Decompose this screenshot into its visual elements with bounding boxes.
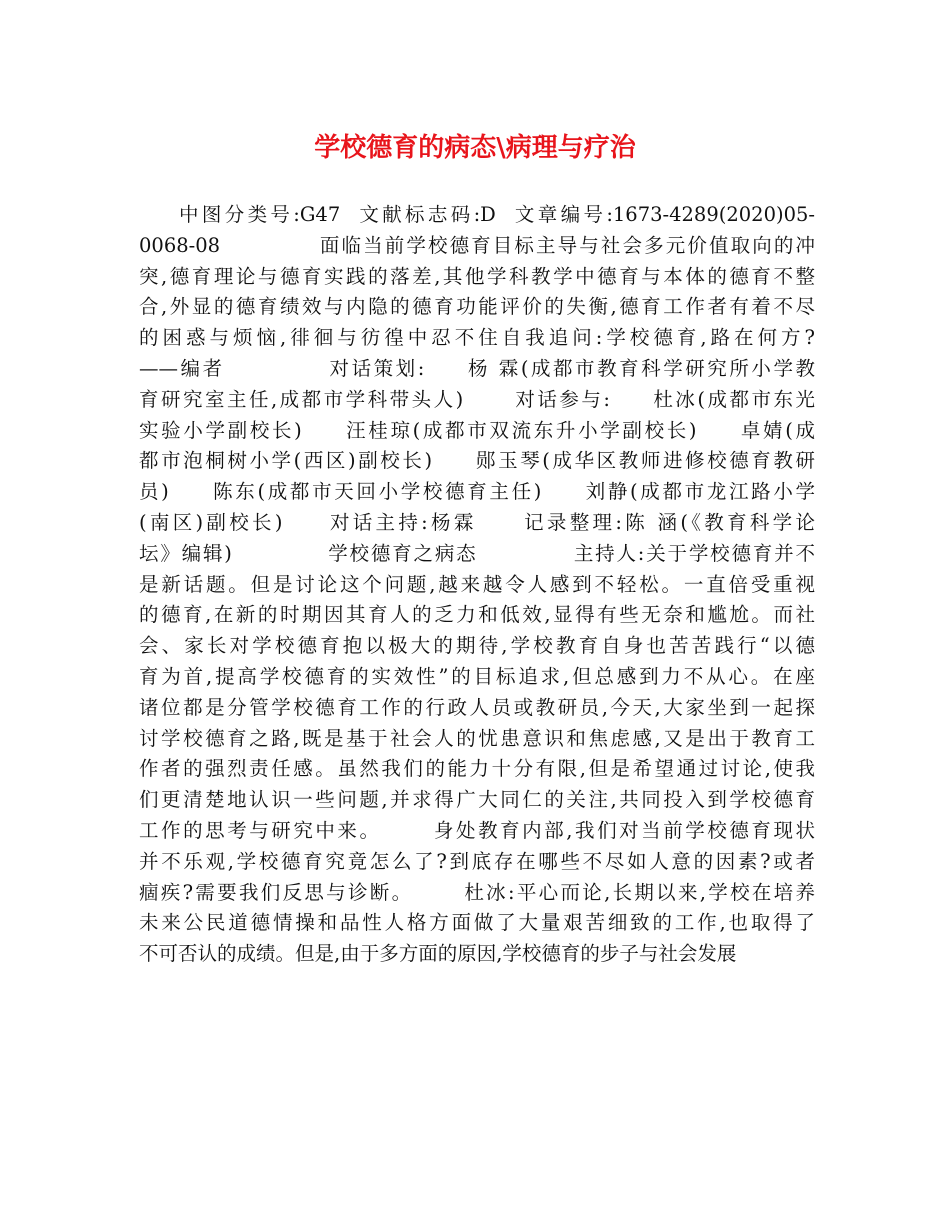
body-line: 育为首,提高学校德育的实效性”的目标追求,但总感到力不从心。在座 [139, 664, 815, 688]
body-line: 都市泡桐树小学(西区)副校长) 郧玉琴(成华区教师进修校德育教研 [139, 449, 815, 473]
body-line: 并不乐观,学校德育究竟怎么了?到底存在哪些不尽如人意的因素?或者 [139, 849, 815, 873]
body-line: 突,德育理论与德育实践的落差,其他学科教学中德育与本体的德育不整 [139, 264, 815, 288]
body-line: 员) 陈东(成都市天回小学校德育主任) 刘静(成都市龙江路小学 [139, 480, 815, 504]
body-line: 工作的思考与研究中来。 身处教育内部,我们对当前学校德育现状 [139, 818, 815, 842]
body-line: (南区)副校长) 对话主持:杨霖 记录整理:陈 涵(《教育科学论 [139, 510, 815, 534]
body-line: 们更清楚地认识一些问题,并求得广大同仁的关注,共同投入到学校德育 [139, 788, 815, 812]
body-line: 讨学校德育之路,既是基于社会人的忧患意识和焦虑感,又是出于教育工 [139, 726, 815, 750]
body-line: 诸位都是分管学校德育工作的行政人员或教研员,今天,大家坐到一起探 [139, 695, 815, 719]
document-body [139, 200, 815, 970]
body-line: 实验小学副校长) 汪桂琼(成都市双流东升小学副校长) 卓婧(成 [139, 418, 815, 442]
body-line: 的困惑与烦恼,徘徊与彷徨中忍不住自我追问:学校德育,路在何方? [139, 326, 815, 350]
body-line: 是新话题。但是讨论这个问题,越来越令人感到不轻松。一直倍受重视 [139, 572, 815, 596]
body-line: 作者的强烈责任感。虽然我们的能力十分有限,但是希望通过讨论,使我 [139, 757, 815, 781]
body-line: 中图分类号:G47 文献标志码:D 文章编号:1673-4289(2020)05- [179, 203, 815, 226]
body-line: 育研究室主任,成都市学科带头人) 对话参与: 杜冰(成都市东光 [139, 387, 815, 411]
body-line: ——编者 对话策划: 杨 霖(成都市教育科学研究所小学教 [139, 356, 815, 380]
body-line: 坛》编辑) 学校德育之病态 主持人:关于学校德育并不 [139, 541, 815, 565]
body-line: 会、家长对学校德育抱以极大的期待,学校教育自身也苦苦践行“以德 [139, 634, 815, 658]
body-line: 未来公民道德情操和品性人格方面做了大量艰苦细致的工作,也取得了 [139, 911, 815, 935]
body-line: 合,外显的德育绩效与内隐的德育功能评价的失衡,德育工作者有着不尽 [139, 295, 815, 319]
body-line: 的德育,在新的时期因其育人的乏力和低效,显得有些无奈和尴尬。而社 [139, 603, 815, 627]
body-line: 0068-08 面临当前学校德育目标主导与社会多元价值取向的冲 [139, 233, 815, 257]
document-title: 学校德育的病态\病理与疗治 [314, 133, 636, 163]
body-line: 不可否认的成绩。但是,由于多方面的原因,学校德育的步子与社会发展 [139, 942, 737, 966]
body-line: 痼疾?需要我们反思与诊断。 杜冰:平心而论,长期以来,学校在培养 [139, 880, 815, 904]
